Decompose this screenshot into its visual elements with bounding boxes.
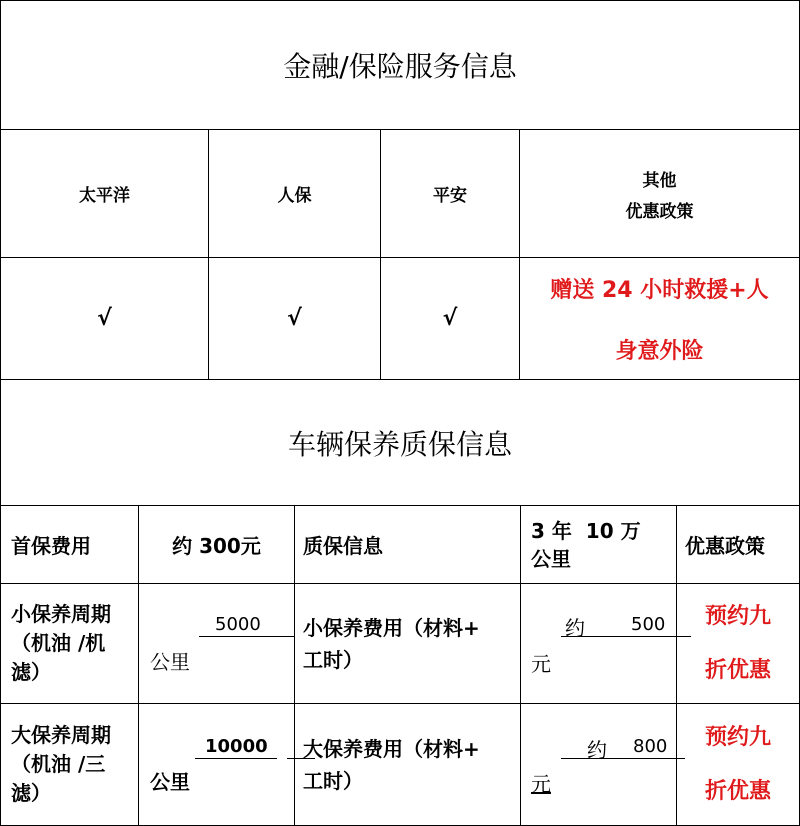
large-label-line2: （机油 /三: [11, 752, 106, 776]
check-pingan: √: [381, 258, 520, 380]
warranty-label: 质保信息: [295, 506, 521, 584]
small-fee-value: 500: [631, 614, 666, 635]
header-pingan: 平安: [381, 130, 520, 258]
maintenance-title: 车辆保养质保信息: [1, 380, 800, 506]
small-interval-unit: 公里: [150, 650, 190, 674]
first-fee-value: 约 300元: [139, 506, 295, 584]
small-interval-cell: [139, 584, 295, 704]
small-interval-value: 5000: [215, 614, 261, 635]
header-cpic: 太平洋: [1, 130, 209, 258]
large-promo-line2: 折优惠: [704, 778, 771, 804]
small-interval-underline: [199, 636, 295, 637]
warranty-value-line1: 3 年 10 万: [531, 518, 641, 543]
check-cpic: √: [1, 258, 209, 380]
large-fee-label-line1: 大保养费用（材料+: [303, 736, 480, 761]
small-fee-underline: [561, 636, 691, 637]
small-fee-cell: [521, 584, 677, 704]
small-label-line1: 小保养周期: [11, 602, 111, 626]
large-maintenance-label: [1, 704, 139, 826]
small-promo-line1: 预约九: [704, 603, 771, 629]
large-fee-unit: 元: [531, 772, 551, 796]
small-promo: [677, 584, 800, 704]
small-fee-label-line2: 工时）: [303, 647, 363, 672]
large-interval-cell: [139, 704, 295, 826]
other-promo-line1: 赠送 24 小时救援+人: [550, 277, 769, 303]
small-fee-label-line1: 小保养费用（材料+: [303, 615, 480, 640]
large-label-line1: 大保养周期: [11, 723, 111, 747]
large-fee-underline: [561, 758, 685, 759]
header-other-line2: 优惠政策: [625, 201, 694, 222]
large-interval-unit: 公里: [150, 770, 190, 794]
large-interval-underline-tail: [287, 758, 315, 759]
large-interval-underline: [195, 758, 277, 759]
small-label-line2: （机油 /机: [11, 631, 106, 655]
small-label-line3: 滤）: [11, 660, 51, 684]
large-fee-prefix: 约: [587, 738, 607, 762]
header-picc: 人保: [209, 130, 381, 258]
header-other-line1: 其他: [642, 170, 677, 191]
first-fee-label: 首保费用: [1, 506, 139, 584]
large-interval-value: 10000: [205, 736, 268, 757]
small-fee-label: [295, 584, 521, 704]
other-promo-line2: 身意外险: [615, 338, 704, 364]
check-picc: √: [209, 258, 381, 380]
large-fee-label-line2: 工时）: [303, 768, 363, 793]
small-fee-unit: 元: [531, 652, 551, 676]
small-maintenance-label: [1, 584, 139, 704]
small-fee-prefix: 约: [565, 616, 585, 640]
header-other-promo: [520, 130, 800, 258]
small-promo-line2: 折优惠: [704, 657, 771, 683]
warranty-value: [521, 506, 677, 584]
promo-label: 优惠政策: [677, 506, 800, 584]
maintenance-table: [0, 505, 800, 826]
warranty-value-line2: 公里: [531, 546, 571, 571]
large-fee-value: 800: [633, 736, 668, 757]
large-promo: [677, 704, 800, 826]
finance-title: 金融/保险服务信息: [1, 1, 800, 130]
large-label-line3: 滤）: [11, 781, 51, 805]
large-promo-line1: 预约九: [704, 724, 771, 750]
large-fee-label: [295, 704, 521, 826]
large-fee-cell: [521, 704, 677, 826]
other-promo-cell: [520, 258, 800, 380]
